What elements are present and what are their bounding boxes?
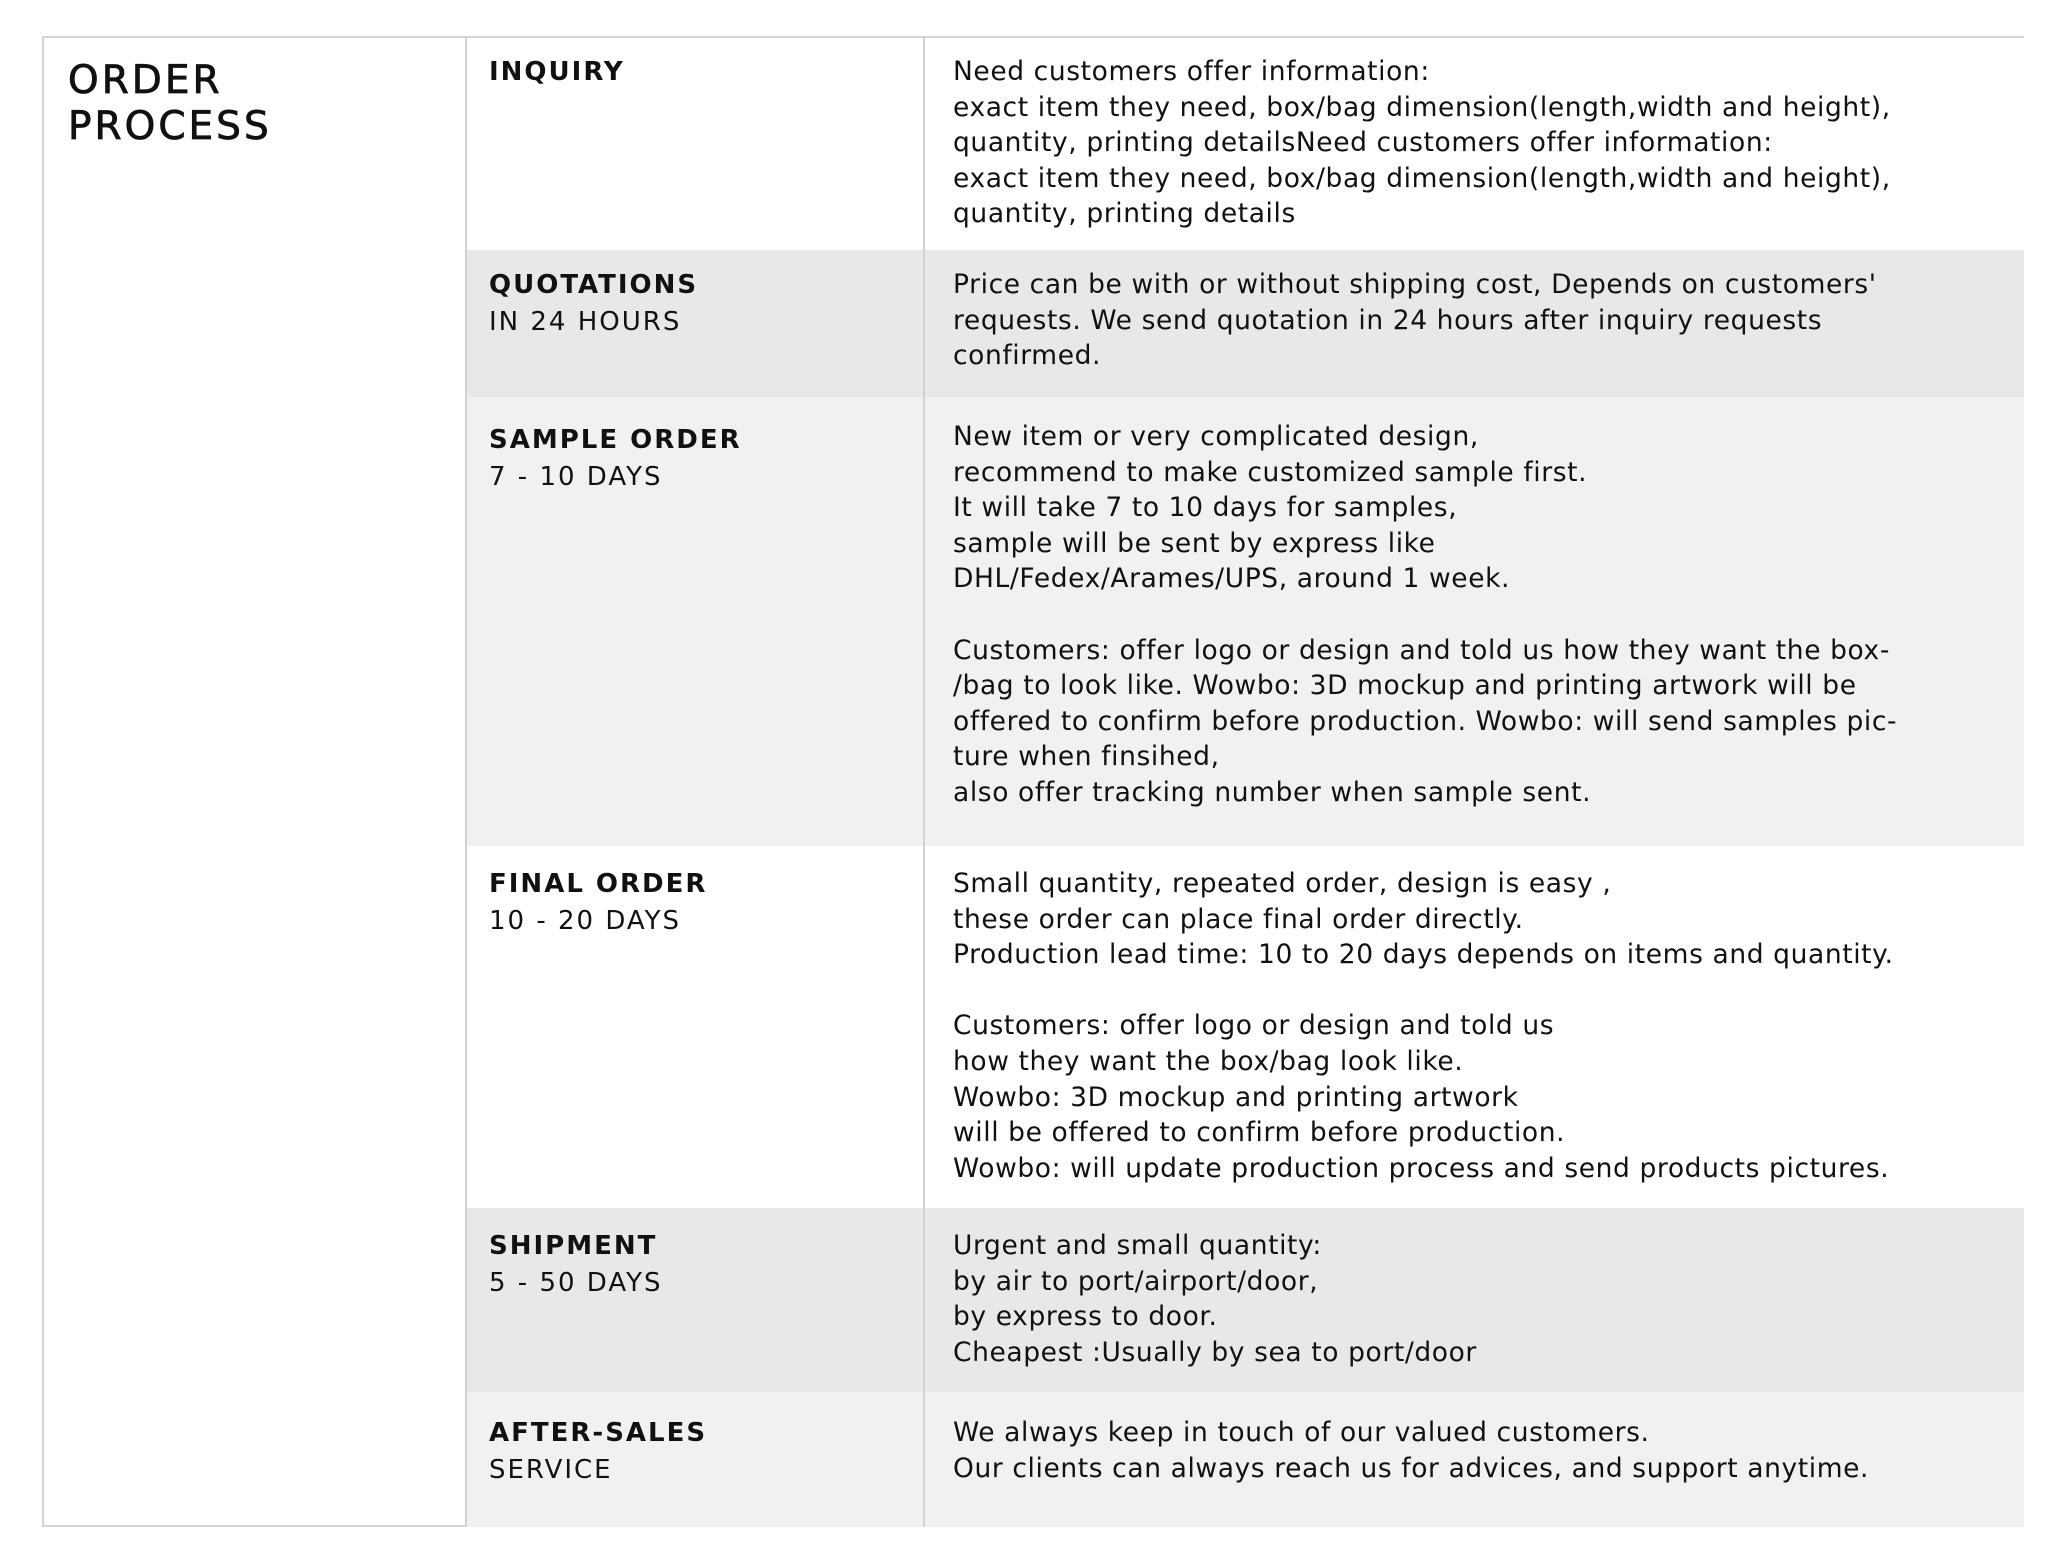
step-label-cell	[467, 38, 925, 250]
section-title-cell	[44, 38, 467, 1525]
step-name: FINAL ORDER	[489, 869, 708, 899]
step-row-after-sales	[467, 1392, 2024, 1527]
step-name: INQUIRY	[489, 57, 625, 87]
step-row-final-order	[467, 846, 2024, 1208]
section-title-line2: PROCESS	[68, 104, 272, 149]
step-label-cell	[467, 1392, 925, 1527]
step-description: Need customers offer information: exact item they need, box/bag dimension(length,width and height), quantity, printing detailsNeed customers offer information: exact item they need, box/bag dimension(length,width and height), quantity, printing details	[953, 56, 1891, 230]
step-row-inquiry	[467, 38, 2024, 250]
step-name: SAMPLE ORDER	[489, 425, 742, 455]
step-name: AFTER-SALES	[489, 1418, 708, 1448]
section-title-line1: ORDER	[68, 58, 223, 103]
order-process-table	[42, 36, 2024, 1527]
step-name: SHIPMENT	[489, 1231, 658, 1261]
step-name: QUOTATIONS	[489, 270, 699, 300]
step-time: 5 - 50 DAYS	[489, 1268, 663, 1298]
step-label-cell	[467, 250, 925, 397]
step-time: 10 - 20 DAYS	[489, 906, 682, 936]
step-time: SERVICE	[489, 1455, 613, 1485]
section-title	[68, 58, 272, 150]
step-description: Small quantity, repeated order, design is easy , these order can place final order directly. Production lead time: 10 to 20 days depends on items and quantity. Customers: offer logo or design and told us how they want the box/bag look like. Wowbo: 3D mockup and printing artwork will be offered to confirm before production. Wowbo: will update production process and send products pictures.	[953, 868, 1894, 1184]
step-time: IN 24 HOURS	[489, 307, 682, 337]
step-description: Urgent and small quantity: by air to port/airport/door, by express to door. Cheapest :Usually by sea to port/door	[953, 1230, 1477, 1368]
step-row-shipment	[467, 1208, 2024, 1392]
step-time: 7 - 10 DAYS	[489, 462, 663, 492]
step-label-cell	[467, 1208, 925, 1392]
step-description: We always keep in touch of our valued customers. Our clients can always reach us for advices, and support anytime.	[953, 1417, 1870, 1484]
step-row-sample-order	[467, 397, 2024, 846]
step-label-cell	[467, 397, 925, 846]
step-description: New item or very complicated design, recommend to make customized sample first. It will take 7 to 10 days for samples, sample will be sent by express like DHL/Fedex/Arames/UPS, around 1 week. Customers: offer logo or design and told us how they want the box- /bag to look like. Wowbo: 3D mockup and printing artwork will be offered to confirm before production. Wowbo: will send samples pic- ture when finsihed, also offer tracking number when sample sent.	[953, 421, 1898, 808]
step-description: Price can be with or without shipping cost, Depends on customers' requests. We send quotation in 24 hours after inquiry requests confirmed.	[953, 269, 1877, 372]
step-label-cell	[467, 846, 925, 1208]
step-row-quotations	[467, 250, 2024, 397]
